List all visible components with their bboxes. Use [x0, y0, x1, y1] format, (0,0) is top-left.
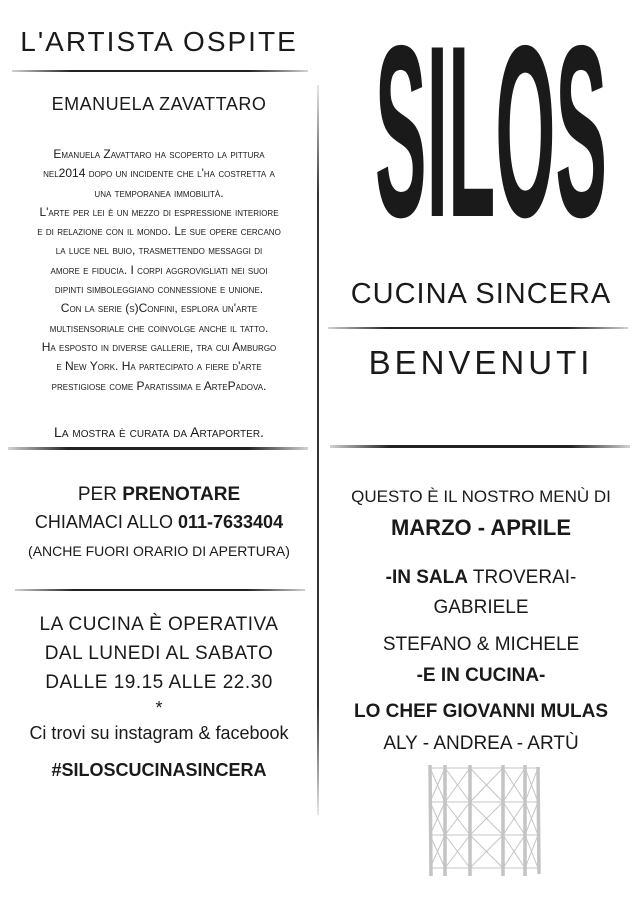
welcome-text: BENVENUTI: [368, 344, 594, 381]
bio-line: L'arte per lei è un mezzo di espressione interiore: [39, 204, 279, 219]
phone-number[interactable]: 011-7633404: [177, 512, 284, 532]
booking-per: PER: [77, 484, 123, 505]
staff-sala: [322, 634, 640, 656]
staff-cucina-text: ALY - ANDREA - ARTÙ: [383, 733, 579, 754]
bio-line: nel2014 dopo un incidente che l'ha costretta a: [43, 166, 275, 181]
hashtag-text[interactable]: #SILOSCUCINASINCERA: [51, 760, 267, 780]
menu-intro-text: QUESTO È IL NOSTRO MENÙ DI: [351, 487, 611, 506]
booking-note-text: (ANCHE FUORI ORARIO DI APERTURA): [28, 543, 290, 559]
silos-logo-text: SILOS: [375, 30, 607, 225]
social-line: [0, 723, 318, 744]
staff-sala: [322, 597, 640, 619]
hours-text: LA CUCINA È OPERATIVA: [39, 614, 279, 635]
bio-line: multisensoriale che coinvolge anche il tatto.: [49, 320, 269, 335]
divider: [8, 447, 308, 450]
booking-call: CHIAMACI ALLO: [34, 512, 178, 532]
booking-prenotare: PRENOTARE: [122, 484, 241, 505]
divider: [15, 589, 305, 591]
hours-line: [0, 614, 318, 636]
welcome: [322, 344, 640, 382]
curator-line: [0, 424, 318, 440]
chef-name-text: LO CHEF GIOVANNI MULAS: [353, 701, 609, 722]
bio-line: Con la serie (s)Confini, esplora un'arte: [60, 301, 258, 316]
menu-period-text: MARZO - APRILE: [390, 515, 572, 540]
staff-sala-text: STEFANO & MICHELE: [382, 634, 580, 655]
in-cucina-text: -E IN CUCINA-: [416, 665, 546, 686]
chef-name: [322, 701, 640, 723]
artist-name: [0, 94, 318, 115]
booking-note: [0, 543, 318, 559]
bio-line: amore e fiducia. I corpi aggrovigliati nei suoi: [50, 262, 268, 277]
separator-star: [0, 698, 318, 719]
bio-line: Emanuela Zavattaro ha scoperto la pittura: [53, 147, 265, 161]
bio-line: la luce nel buio, trasmettendo messaggi di: [55, 243, 263, 258]
hours-text: DALLE 19.15 ALLE 22.30: [45, 672, 273, 693]
bio-line: dipinti simboleggiano connessione e unione.: [54, 282, 264, 297]
silos-logo: [372, 30, 612, 225]
artist-bio: [4, 145, 314, 396]
menu-period: [322, 515, 640, 541]
divider: [328, 327, 628, 329]
menu-intro: [322, 487, 640, 507]
in-cucina-heading: [322, 665, 640, 687]
booking-phone-line: [0, 512, 318, 533]
bio-line: una temporanea immobilità.: [94, 185, 224, 200]
artist-name-text: EMANUELA ZAVATTARO: [51, 94, 267, 114]
tagline: [322, 278, 640, 311]
artist-section-title-text: L'ARTISTA OSPITE: [20, 26, 298, 57]
hours-line: [0, 643, 318, 665]
separator-star-text: *: [155, 698, 163, 718]
bio-line: e New York. Ha partecipato a fiere d'arte: [56, 359, 262, 374]
hashtag[interactable]: [0, 760, 318, 781]
silo-illustration-icon: [425, 762, 545, 887]
tagline-text: CUCINA SINCERA: [350, 278, 612, 310]
staff-cucina: [322, 733, 640, 755]
bio-line: e di relazione con il mondo. Le sue opere cercano: [37, 224, 281, 239]
social-text: Ci trovi su instagram & facebook: [29, 723, 289, 743]
bio-line: Ha esposto in diverse gallerie, tra cui Amburgo: [41, 339, 277, 354]
divider: [330, 445, 630, 448]
hours-text: DAL LUNEDI AL SABATO: [44, 643, 274, 664]
divider: [12, 70, 308, 72]
artist-section-title: [0, 26, 318, 58]
curator-line-text: La mostra è curata da Artaporter.: [54, 424, 264, 440]
in-sala-rest: TROVERAI-: [467, 567, 577, 588]
staff-sala-text: GABRIELE: [433, 597, 529, 618]
column-divider: [317, 85, 319, 815]
in-sala-bold: -IN SALA: [385, 567, 468, 588]
booking-heading: [0, 484, 318, 506]
in-sala-heading: [322, 567, 640, 589]
bio-line: prestigiose come Paratissima e ArtePadova.: [51, 378, 267, 393]
hours-line: [0, 672, 318, 694]
